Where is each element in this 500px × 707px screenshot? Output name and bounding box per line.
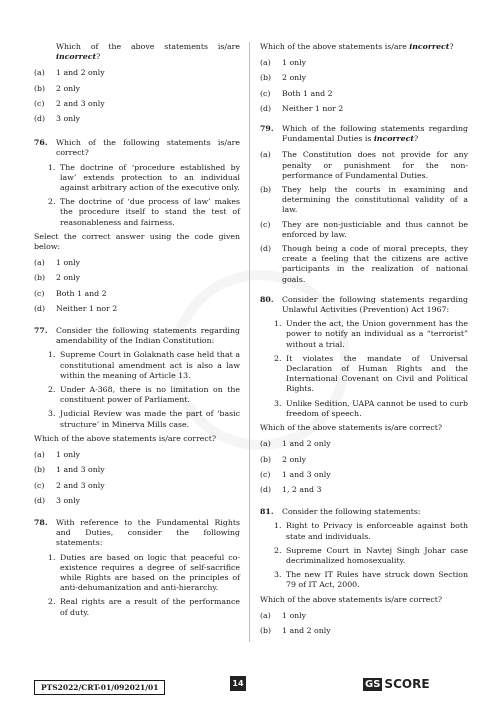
option[interactable]: (b) 2 only	[260, 73, 307, 83]
option[interactable]: (a) 1 and 2 only	[34, 68, 105, 78]
options-list	[260, 58, 468, 114]
question-text: Consider the following statements:	[282, 507, 421, 517]
instruction-text: Which of the above statements is/are correct?	[260, 594, 443, 604]
option[interactable]: (c) They are non-justiciable and thus cannot be enforced by law.	[260, 219, 468, 239]
column-divider	[249, 42, 250, 642]
options-list	[34, 258, 240, 314]
question-text: Consider the following statements regarding amendability of the Indian Constitution:	[56, 326, 240, 346]
question-number: 77.	[34, 326, 48, 336]
option[interactable]: (b) 1 and 3 only	[34, 465, 105, 475]
question-75-continued	[34, 42, 240, 124]
statement: 3. The new IT Rules have struck down Section 79 of IT Act, 2000.	[274, 570, 468, 590]
question-78-continued	[260, 42, 468, 114]
option[interactable]: (c) 2 and 3 only	[34, 98, 105, 108]
statement: 2. Real rights are a result of the performance of duty.	[48, 597, 240, 617]
logo-score-text: SCORE	[384, 677, 430, 691]
option[interactable]: (a) 1 only	[34, 450, 81, 460]
option[interactable]: (b) 2 only	[260, 454, 307, 464]
statement: 2. It violates the mandate of Universal Declaration of Human Rights and the International Covenant on Civil and Political Rights.	[274, 353, 468, 394]
option[interactable]: (a) 1 only	[260, 58, 307, 68]
option[interactable]: (d) Though being a code of moral precepts, they create a feeling that the citizens are active participants in the realization of national goals.	[260, 244, 468, 284]
statements-list	[48, 163, 240, 228]
question-text: Which of the following statements is/are correct?	[56, 138, 240, 158]
instruction-text: Which of the above statements is/are correct?	[260, 423, 443, 433]
instruction-text: Select the correct answer using the code given below:	[34, 231, 240, 252]
option[interactable]: (c) Both 1 and 2	[34, 288, 107, 298]
option[interactable]: (a) 1 only	[34, 258, 81, 268]
question-text: Consider the following statements regarding Unlawful Activities (Prevention) Act 1967:	[282, 294, 468, 315]
option[interactable]: (d) 1, 2 and 3	[260, 484, 322, 494]
option[interactable]: (c) 2 and 3 only	[34, 480, 105, 490]
logo-gs-mark: GS	[365, 678, 381, 690]
statement: 2. The doctrine of ‘due process of law’ makes the procedure itself to stand the test of reasonableness and fairness.	[48, 197, 240, 227]
option[interactable]: (d) 3 only	[34, 114, 81, 124]
option[interactable]: (d) Neither 1 nor 2	[34, 303, 118, 313]
option[interactable]: (b) They help the courts in examining and determining the constitutional validity of a law.	[260, 185, 468, 215]
statement: 3. Judicial Review was made the part of ‘basic structure’ in Minerva Mills case.	[48, 409, 240, 429]
instruction-text: Which of the above statements is/are correct?	[34, 433, 217, 443]
option[interactable]: (a) 1 only	[260, 610, 307, 620]
test-code: PTS2022/CRT-01/092021/01	[34, 680, 165, 695]
statement: 2. Under A-368, there is no limitation on the constituent power of Parliament.	[48, 385, 240, 405]
options-list	[34, 450, 240, 506]
question-text: Which of the following statements regarding Fundamental Duties is incorrect?	[282, 124, 468, 144]
option[interactable]: (a) 1 and 2 only	[260, 439, 331, 449]
statement: 1. Under the act, the Union government has the power to notify an individual as a “terrorist” without a trial.	[274, 319, 468, 349]
gs-score-logo	[363, 677, 430, 691]
right-column	[260, 42, 468, 644]
page-number: 14	[230, 676, 246, 691]
question-76	[34, 138, 240, 314]
statement: 2. Supreme Court in Navtej Singh Johar case decriminalized homosexuality.	[274, 545, 468, 565]
statement: 1. Supreme Court in Golaknath case held that a constitutional amendment act is also a law within the meaning of Article 13.	[48, 350, 240, 380]
statement: 3. Unlike Sedition, UAPA cannot be used to curb freedom of speech.	[274, 398, 468, 418]
question-81	[260, 507, 468, 636]
option[interactable]: (b) 1 and 2 only	[260, 625, 331, 635]
question-77	[34, 326, 240, 506]
options-list	[34, 68, 240, 124]
statements-list	[274, 521, 468, 590]
option[interactable]: (c) 1 and 3 only	[260, 469, 331, 479]
statement: 1. Right to Privacy is enforceable against both state and individuals.	[274, 521, 468, 541]
option[interactable]: (c) Both 1 and 2	[260, 88, 333, 98]
option[interactable]: (d) 3 only	[34, 495, 81, 505]
question-number: 81.	[260, 507, 274, 517]
options-list	[260, 150, 468, 284]
question-number: 76.	[34, 138, 48, 148]
left-column	[34, 42, 240, 626]
question-78	[34, 518, 240, 618]
option[interactable]: (a) The Constitution does not provide for any penalty or punishment for the non-performance of Fundamental Duties.	[260, 150, 468, 180]
statements-list	[48, 553, 240, 618]
question-number: 79.	[260, 124, 274, 134]
question-79	[260, 124, 468, 285]
option[interactable]: (b) 2 only	[34, 273, 81, 283]
question-text: Which of the above statements is/are incorrect?	[56, 42, 240, 62]
statement: 1. Duties are based on logic that peaceful co-existence requires a degree of self-sacrifice while Rights are based on the principles of anti-dehumanization and anti-hierarchy.	[48, 552, 240, 593]
question-text: Which of the above statements is/are incorrect?	[260, 42, 454, 51]
option[interactable]: (d) Neither 1 nor 2	[260, 103, 344, 113]
statements-list	[274, 319, 468, 419]
question-number: 80.	[260, 294, 274, 304]
question-text: With reference to the Fundamental Rights and Duties, consider the following statements:	[56, 517, 240, 548]
statement: 1. The doctrine of ‘procedure established by law’ extends protection to an individual against arbitrary action of the executive only.	[48, 162, 240, 193]
option[interactable]: (b) 2 only	[34, 83, 81, 93]
question-number: 78.	[34, 517, 48, 527]
statements-list	[48, 350, 240, 429]
question-80	[260, 295, 468, 495]
options-list	[260, 611, 468, 636]
options-list	[260, 439, 468, 495]
